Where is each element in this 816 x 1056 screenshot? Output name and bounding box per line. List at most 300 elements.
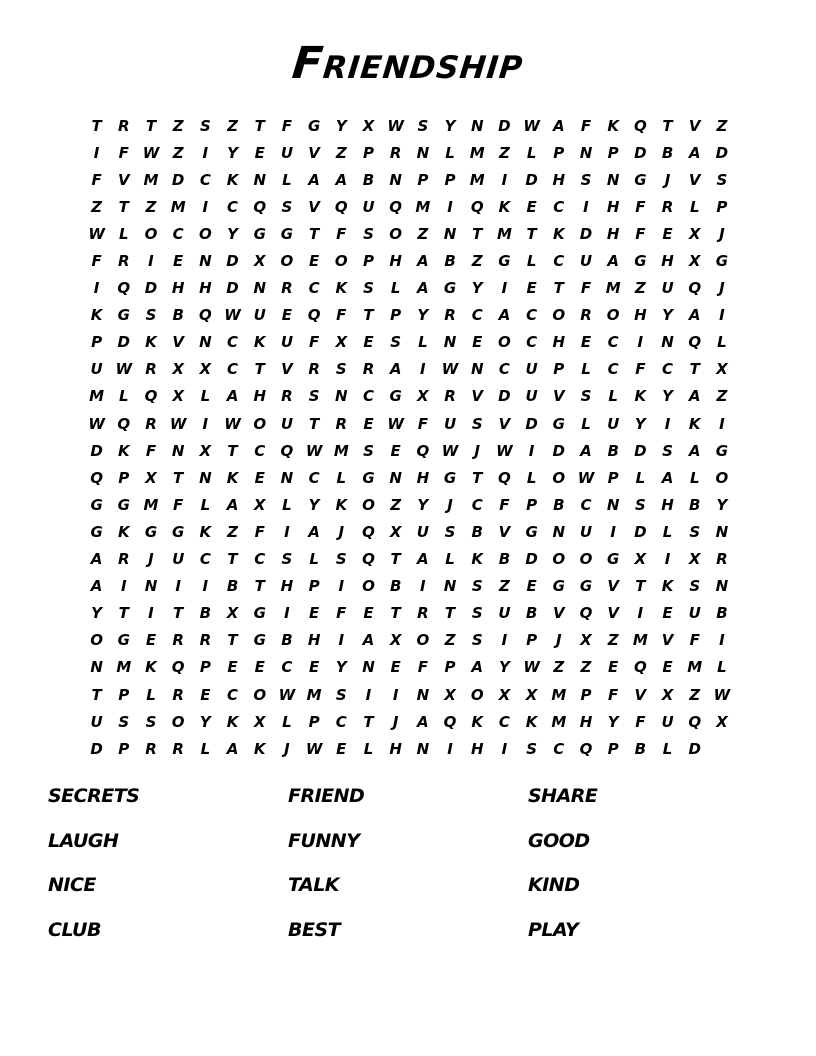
grid-cell[interactable]: Z: [553, 658, 565, 677]
grid-cell[interactable]: N: [416, 685, 430, 704]
grid-cell[interactable]: W: [577, 468, 595, 487]
grid-cell[interactable]: L: [282, 712, 292, 731]
grid-cell[interactable]: M: [143, 495, 159, 514]
grid-cell[interactable]: N: [443, 333, 457, 352]
grid-cell[interactable]: X: [199, 441, 212, 460]
grid-cell[interactable]: L: [689, 197, 700, 216]
grid-cell[interactable]: N: [715, 577, 729, 596]
grid-cell[interactable]: Z: [417, 224, 429, 243]
grid-cell[interactable]: F: [580, 116, 592, 135]
grid-cell[interactable]: L: [717, 658, 727, 677]
grid-cell[interactable]: P: [444, 170, 456, 189]
grid-cell[interactable]: Z: [335, 143, 347, 162]
grid-cell[interactable]: U: [416, 522, 429, 541]
grid-cell[interactable]: J: [664, 170, 671, 189]
grid-cell[interactable]: I: [501, 170, 508, 189]
grid-cell[interactable]: I: [420, 577, 426, 596]
grid-cell[interactable]: A: [498, 306, 511, 325]
grid-cell[interactable]: W: [441, 360, 459, 379]
grid-cell[interactable]: W: [441, 441, 459, 460]
grid-cell[interactable]: G: [117, 495, 130, 514]
grid-cell[interactable]: L: [581, 360, 591, 379]
grid-cell[interactable]: R: [199, 631, 212, 650]
grid-cell[interactable]: E: [526, 577, 537, 596]
grid-cell[interactable]: P: [308, 577, 320, 596]
grid-cell[interactable]: S: [417, 116, 429, 135]
grid-cell[interactable]: Q: [633, 116, 647, 135]
grid-cell[interactable]: C: [227, 197, 239, 216]
grid-cell[interactable]: E: [662, 604, 673, 623]
grid-cell[interactable]: W: [169, 414, 187, 433]
grid-cell[interactable]: K: [226, 468, 239, 487]
grid-cell[interactable]: O: [253, 685, 267, 704]
grid-cell[interactable]: R: [145, 414, 157, 433]
grid-cell[interactable]: O: [253, 414, 267, 433]
grid-cell[interactable]: X: [253, 495, 266, 514]
grid-cell[interactable]: Z: [227, 522, 238, 541]
grid-cell[interactable]: P: [553, 143, 565, 162]
grid-cell[interactable]: J: [284, 739, 290, 758]
grid-cell[interactable]: P: [118, 685, 130, 704]
grid-cell[interactable]: M: [469, 143, 485, 162]
grid-cell[interactable]: C: [471, 495, 483, 514]
grid-cell[interactable]: X: [716, 712, 728, 731]
grid-cell[interactable]: A: [471, 658, 484, 677]
grid-cell[interactable]: U: [661, 712, 674, 731]
grid-cell[interactable]: O: [389, 224, 403, 243]
grid-cell[interactable]: U: [688, 604, 701, 623]
grid-cell[interactable]: D: [525, 550, 538, 569]
grid-cell[interactable]: T: [145, 116, 157, 135]
grid-cell[interactable]: A: [688, 441, 701, 460]
grid-cell[interactable]: C: [254, 550, 266, 569]
grid-cell[interactable]: A: [90, 550, 103, 569]
grid-cell[interactable]: N: [661, 333, 674, 352]
grid-cell[interactable]: P: [417, 170, 429, 189]
grid-cell[interactable]: I: [284, 522, 290, 541]
grid-cell[interactable]: G: [607, 550, 620, 569]
grid-cell[interactable]: C: [553, 252, 565, 271]
grid-cell[interactable]: W: [142, 143, 160, 162]
grid-cell[interactable]: X: [145, 468, 157, 487]
grid-cell[interactable]: U: [661, 279, 674, 298]
grid-cell[interactable]: Y: [91, 604, 103, 623]
grid-cell[interactable]: I: [202, 143, 209, 162]
grid-cell[interactable]: B: [471, 522, 483, 541]
grid-cell[interactable]: O: [552, 550, 566, 569]
grid-cell[interactable]: R: [417, 604, 429, 623]
grid-cell[interactable]: E: [526, 197, 537, 216]
grid-cell[interactable]: U: [607, 414, 620, 433]
grid-cell[interactable]: C: [471, 306, 483, 325]
grid-cell[interactable]: Q: [362, 550, 375, 569]
grid-cell[interactable]: S: [363, 224, 374, 243]
grid-cell[interactable]: K: [145, 333, 157, 352]
grid-cell[interactable]: H: [389, 739, 402, 758]
grid-cell[interactable]: I: [664, 414, 671, 433]
grid-cell[interactable]: C: [553, 739, 565, 758]
grid-cell[interactable]: Q: [362, 522, 375, 541]
grid-cell[interactable]: I: [583, 197, 589, 216]
grid-cell[interactable]: U: [498, 604, 511, 623]
grid-cell[interactable]: D: [525, 170, 538, 189]
grid-cell[interactable]: Y: [662, 387, 673, 406]
grid-cell[interactable]: H: [606, 224, 620, 243]
grid-cell[interactable]: Y: [444, 116, 456, 135]
grid-cell[interactable]: F: [145, 441, 157, 460]
grid-cell[interactable]: A: [661, 468, 674, 487]
grid-cell[interactable]: N: [335, 387, 348, 406]
grid-cell[interactable]: A: [417, 712, 429, 731]
grid-cell[interactable]: T: [472, 224, 483, 243]
grid-cell[interactable]: G: [715, 441, 729, 460]
grid-cell[interactable]: E: [363, 604, 374, 623]
grid-cell[interactable]: A: [417, 550, 429, 569]
grid-cell[interactable]: V: [661, 631, 674, 650]
grid-cell[interactable]: I: [338, 631, 345, 650]
grid-cell[interactable]: Q: [579, 604, 593, 623]
grid-cell[interactable]: Q: [117, 279, 131, 298]
grid-cell[interactable]: E: [662, 224, 673, 243]
grid-cell[interactable]: O: [362, 495, 375, 514]
grid-cell[interactable]: S: [145, 306, 157, 325]
grid-cell[interactable]: V: [688, 116, 701, 135]
grid-cell[interactable]: G: [90, 522, 103, 541]
grid-cell[interactable]: N: [552, 522, 566, 541]
grid-cell[interactable]: C: [526, 306, 538, 325]
grid-cell[interactable]: R: [172, 631, 184, 650]
grid-cell[interactable]: X: [253, 252, 266, 271]
grid-cell[interactable]: I: [148, 604, 154, 623]
grid-cell[interactable]: Z: [172, 116, 184, 135]
grid-cell[interactable]: G: [579, 577, 593, 596]
grid-cell[interactable]: T: [254, 577, 265, 596]
grid-cell[interactable]: E: [254, 143, 265, 162]
grid-cell[interactable]: I: [175, 577, 181, 596]
grid-cell[interactable]: N: [253, 279, 266, 298]
grid-cell[interactable]: T: [254, 360, 265, 379]
grid-cell[interactable]: I: [93, 279, 100, 298]
grid-cell[interactable]: P: [118, 739, 130, 758]
grid-cell[interactable]: I: [148, 252, 154, 271]
grid-cell[interactable]: S: [471, 604, 483, 623]
grid-cell[interactable]: D: [552, 441, 565, 460]
grid-cell[interactable]: W: [88, 224, 105, 243]
grid-cell[interactable]: R: [308, 360, 320, 379]
grid-cell[interactable]: Z: [471, 252, 483, 271]
grid-cell[interactable]: F: [308, 333, 320, 352]
grid-cell[interactable]: G: [172, 522, 185, 541]
grid-cell[interactable]: G: [525, 522, 538, 541]
grid-cell[interactable]: O: [715, 468, 729, 487]
grid-cell[interactable]: L: [363, 739, 374, 758]
grid-cell[interactable]: Y: [227, 224, 238, 243]
grid-cell[interactable]: T: [444, 604, 456, 623]
grid-cell[interactable]: F: [336, 306, 347, 325]
grid-cell[interactable]: E: [662, 658, 673, 677]
grid-cell[interactable]: H: [579, 712, 593, 731]
grid-cell[interactable]: X: [580, 631, 592, 650]
grid-cell[interactable]: U: [280, 333, 293, 352]
grid-cell[interactable]: L: [526, 468, 537, 487]
grid-cell[interactable]: H: [416, 468, 430, 487]
grid-cell[interactable]: P: [580, 685, 592, 704]
grid-cell[interactable]: Z: [444, 631, 456, 650]
grid-cell[interactable]: H: [389, 252, 402, 271]
grid-cell[interactable]: L: [200, 387, 211, 406]
grid-cell[interactable]: R: [118, 252, 130, 271]
grid-cell[interactable]: M: [632, 631, 648, 650]
grid-cell[interactable]: I: [528, 441, 535, 460]
grid-cell[interactable]: Y: [335, 658, 347, 677]
grid-cell[interactable]: L: [200, 495, 211, 514]
grid-cell[interactable]: A: [90, 577, 103, 596]
grid-cell[interactable]: Y: [335, 116, 347, 135]
grid-cell[interactable]: P: [91, 333, 103, 352]
grid-cell[interactable]: E: [308, 658, 320, 677]
grid-cell[interactable]: D: [715, 143, 729, 162]
grid-cell[interactable]: Q: [688, 333, 702, 352]
grid-cell[interactable]: H: [470, 739, 484, 758]
grid-cell[interactable]: O: [552, 468, 566, 487]
grid-cell[interactable]: K: [226, 170, 239, 189]
grid-cell[interactable]: L: [445, 143, 455, 162]
grid-cell[interactable]: I: [719, 414, 725, 433]
grid-cell[interactable]: C: [281, 658, 293, 677]
grid-cell[interactable]: B: [389, 577, 402, 596]
grid-cell[interactable]: N: [199, 252, 212, 271]
grid-cell[interactable]: W: [496, 441, 513, 460]
grid-cell[interactable]: H: [606, 197, 620, 216]
grid-cell[interactable]: B: [525, 604, 538, 623]
grid-cell[interactable]: L: [445, 550, 455, 569]
grid-cell[interactable]: A: [335, 170, 348, 189]
grid-cell[interactable]: L: [418, 333, 428, 352]
grid-cell[interactable]: D: [90, 739, 103, 758]
grid-cell[interactable]: Z: [716, 116, 728, 135]
grid-cell[interactable]: X: [335, 333, 348, 352]
grid-cell[interactable]: Z: [91, 197, 103, 216]
grid-cell[interactable]: B: [553, 495, 565, 514]
grid-cell[interactable]: G: [443, 279, 457, 298]
grid-cell[interactable]: I: [365, 685, 372, 704]
grid-cell[interactable]: Y: [662, 306, 673, 325]
grid-cell[interactable]: W: [713, 685, 731, 704]
grid-cell[interactable]: X: [525, 685, 538, 704]
grid-cell[interactable]: H: [253, 387, 266, 406]
grid-cell[interactable]: C: [662, 360, 674, 379]
grid-cell[interactable]: J: [338, 522, 345, 541]
grid-cell[interactable]: G: [498, 252, 511, 271]
grid-cell[interactable]: Z: [716, 387, 728, 406]
grid-cell[interactable]: Q: [633, 658, 647, 677]
grid-cell[interactable]: G: [253, 604, 266, 623]
grid-cell[interactable]: P: [607, 468, 619, 487]
grid-cell[interactable]: P: [553, 360, 565, 379]
grid-cell[interactable]: Q: [307, 306, 321, 325]
grid-cell[interactable]: N: [470, 360, 484, 379]
grid-cell[interactable]: I: [420, 360, 426, 379]
grid-cell[interactable]: T: [227, 631, 238, 650]
grid-cell[interactable]: H: [307, 631, 321, 650]
grid-cell[interactable]: G: [389, 387, 402, 406]
grid-cell[interactable]: N: [443, 577, 457, 596]
grid-cell[interactable]: U: [525, 387, 538, 406]
grid-cell[interactable]: V: [552, 604, 565, 623]
grid-cell[interactable]: G: [144, 522, 158, 541]
grid-cell[interactable]: Q: [198, 306, 212, 325]
grid-cell[interactable]: A: [607, 252, 619, 271]
grid-cell[interactable]: I: [501, 279, 508, 298]
grid-cell[interactable]: K: [117, 522, 130, 541]
grid-cell[interactable]: W: [387, 116, 404, 135]
grid-cell[interactable]: O: [606, 306, 620, 325]
grid-cell[interactable]: H: [661, 495, 674, 514]
grid-cell[interactable]: N: [579, 143, 593, 162]
grid-cell[interactable]: W: [224, 414, 241, 433]
grid-cell[interactable]: M: [89, 387, 105, 406]
grid-cell[interactable]: I: [447, 739, 453, 758]
grid-cell[interactable]: Q: [253, 197, 267, 216]
grid-cell[interactable]: A: [552, 116, 565, 135]
grid-cell[interactable]: R: [335, 414, 348, 433]
grid-cell[interactable]: C: [553, 197, 565, 216]
grid-cell[interactable]: R: [444, 306, 456, 325]
grid-cell[interactable]: A: [688, 387, 701, 406]
grid-cell[interactable]: P: [308, 712, 320, 731]
grid-cell[interactable]: Q: [470, 197, 484, 216]
grid-cell[interactable]: Q: [688, 712, 702, 731]
grid-cell[interactable]: R: [716, 550, 728, 569]
grid-cell[interactable]: O: [552, 306, 566, 325]
grid-cell[interactable]: L: [200, 739, 211, 758]
grid-cell[interactable]: J: [719, 224, 725, 243]
grid-cell[interactable]: P: [199, 658, 211, 677]
grid-cell[interactable]: F: [580, 279, 592, 298]
grid-cell[interactable]: B: [716, 604, 728, 623]
grid-cell[interactable]: R: [118, 550, 130, 569]
grid-cell[interactable]: H: [634, 306, 647, 325]
grid-cell[interactable]: C: [607, 333, 619, 352]
grid-cell[interactable]: X: [634, 550, 647, 569]
grid-cell[interactable]: S: [716, 170, 728, 189]
grid-cell[interactable]: R: [145, 739, 157, 758]
grid-cell[interactable]: P: [607, 739, 619, 758]
grid-cell[interactable]: E: [173, 252, 184, 271]
grid-cell[interactable]: V: [498, 522, 511, 541]
grid-cell[interactable]: N: [144, 577, 158, 596]
grid-cell[interactable]: W: [88, 414, 105, 433]
grid-cell[interactable]: X: [253, 712, 266, 731]
grid-cell[interactable]: U: [280, 143, 293, 162]
grid-cell[interactable]: T: [553, 279, 564, 298]
grid-cell[interactable]: H: [199, 279, 212, 298]
grid-cell[interactable]: F: [417, 658, 428, 677]
grid-cell[interactable]: W: [115, 360, 133, 379]
grid-cell[interactable]: T: [173, 604, 184, 623]
grid-cell[interactable]: Q: [334, 197, 348, 216]
grid-cell[interactable]: W: [523, 658, 540, 677]
grid-cell[interactable]: Y: [227, 143, 238, 162]
grid-cell[interactable]: G: [117, 631, 130, 650]
grid-cell[interactable]: Y: [471, 279, 483, 298]
grid-cell[interactable]: V: [172, 333, 184, 352]
grid-cell[interactable]: C: [227, 333, 239, 352]
grid-cell[interactable]: C: [227, 360, 239, 379]
grid-cell[interactable]: O: [470, 685, 484, 704]
grid-cell[interactable]: P: [444, 658, 456, 677]
grid-cell[interactable]: X: [226, 604, 239, 623]
grid-cell[interactable]: O: [498, 333, 511, 352]
grid-cell[interactable]: A: [226, 739, 239, 758]
grid-cell[interactable]: C: [172, 224, 184, 243]
grid-cell[interactable]: N: [389, 170, 402, 189]
grid-cell[interactable]: Y: [716, 495, 728, 514]
grid-cell[interactable]: U: [579, 252, 593, 271]
grid-cell[interactable]: N: [253, 170, 266, 189]
grid-cell[interactable]: G: [362, 468, 375, 487]
grid-cell[interactable]: A: [308, 522, 320, 541]
grid-cell[interactable]: V: [498, 414, 511, 433]
grid-cell[interactable]: U: [362, 197, 375, 216]
grid-cell[interactable]: V: [607, 577, 619, 596]
grid-cell[interactable]: X: [688, 550, 701, 569]
grid-cell[interactable]: E: [608, 658, 619, 677]
grid-cell[interactable]: O: [198, 224, 212, 243]
grid-cell[interactable]: D: [171, 170, 185, 189]
grid-cell[interactable]: L: [282, 495, 292, 514]
grid-cell[interactable]: U: [579, 522, 593, 541]
grid-cell[interactable]: B: [281, 631, 293, 650]
grid-cell[interactable]: Z: [145, 197, 157, 216]
grid-cell[interactable]: T: [118, 197, 129, 216]
grid-cell[interactable]: G: [634, 252, 647, 271]
grid-cell[interactable]: Z: [580, 658, 592, 677]
grid-cell[interactable]: F: [689, 631, 700, 650]
grid-cell[interactable]: F: [118, 143, 129, 162]
grid-cell[interactable]: V: [607, 604, 619, 623]
grid-cell[interactable]: I: [610, 522, 616, 541]
grid-cell[interactable]: F: [336, 224, 347, 243]
grid-cell[interactable]: H: [171, 279, 185, 298]
grid-cell[interactable]: U: [90, 360, 103, 379]
grid-cell[interactable]: D: [634, 441, 647, 460]
grid-cell[interactable]: T: [254, 116, 265, 135]
grid-cell[interactable]: B: [607, 441, 619, 460]
grid-cell[interactable]: I: [284, 604, 290, 623]
grid-cell[interactable]: V: [471, 387, 484, 406]
grid-cell[interactable]: C: [227, 685, 239, 704]
grid-cell[interactable]: I: [637, 333, 644, 352]
grid-cell[interactable]: L: [717, 333, 727, 352]
grid-cell[interactable]: Q: [579, 739, 593, 758]
grid-cell[interactable]: K: [607, 116, 619, 135]
grid-cell[interactable]: G: [443, 468, 457, 487]
grid-cell[interactable]: X: [362, 116, 375, 135]
grid-cell[interactable]: J: [392, 712, 399, 731]
grid-cell[interactable]: X: [688, 252, 701, 271]
grid-cell[interactable]: S: [689, 577, 701, 596]
grid-cell[interactable]: Z: [172, 143, 184, 162]
grid-cell[interactable]: O: [144, 224, 158, 243]
grid-cell[interactable]: G: [280, 224, 294, 243]
grid-cell[interactable]: B: [199, 604, 212, 623]
grid-cell[interactable]: F: [91, 170, 102, 189]
grid-cell[interactable]: X: [661, 685, 674, 704]
grid-cell[interactable]: K: [335, 495, 348, 514]
grid-cell[interactable]: C: [526, 333, 538, 352]
grid-cell[interactable]: T: [308, 414, 320, 433]
